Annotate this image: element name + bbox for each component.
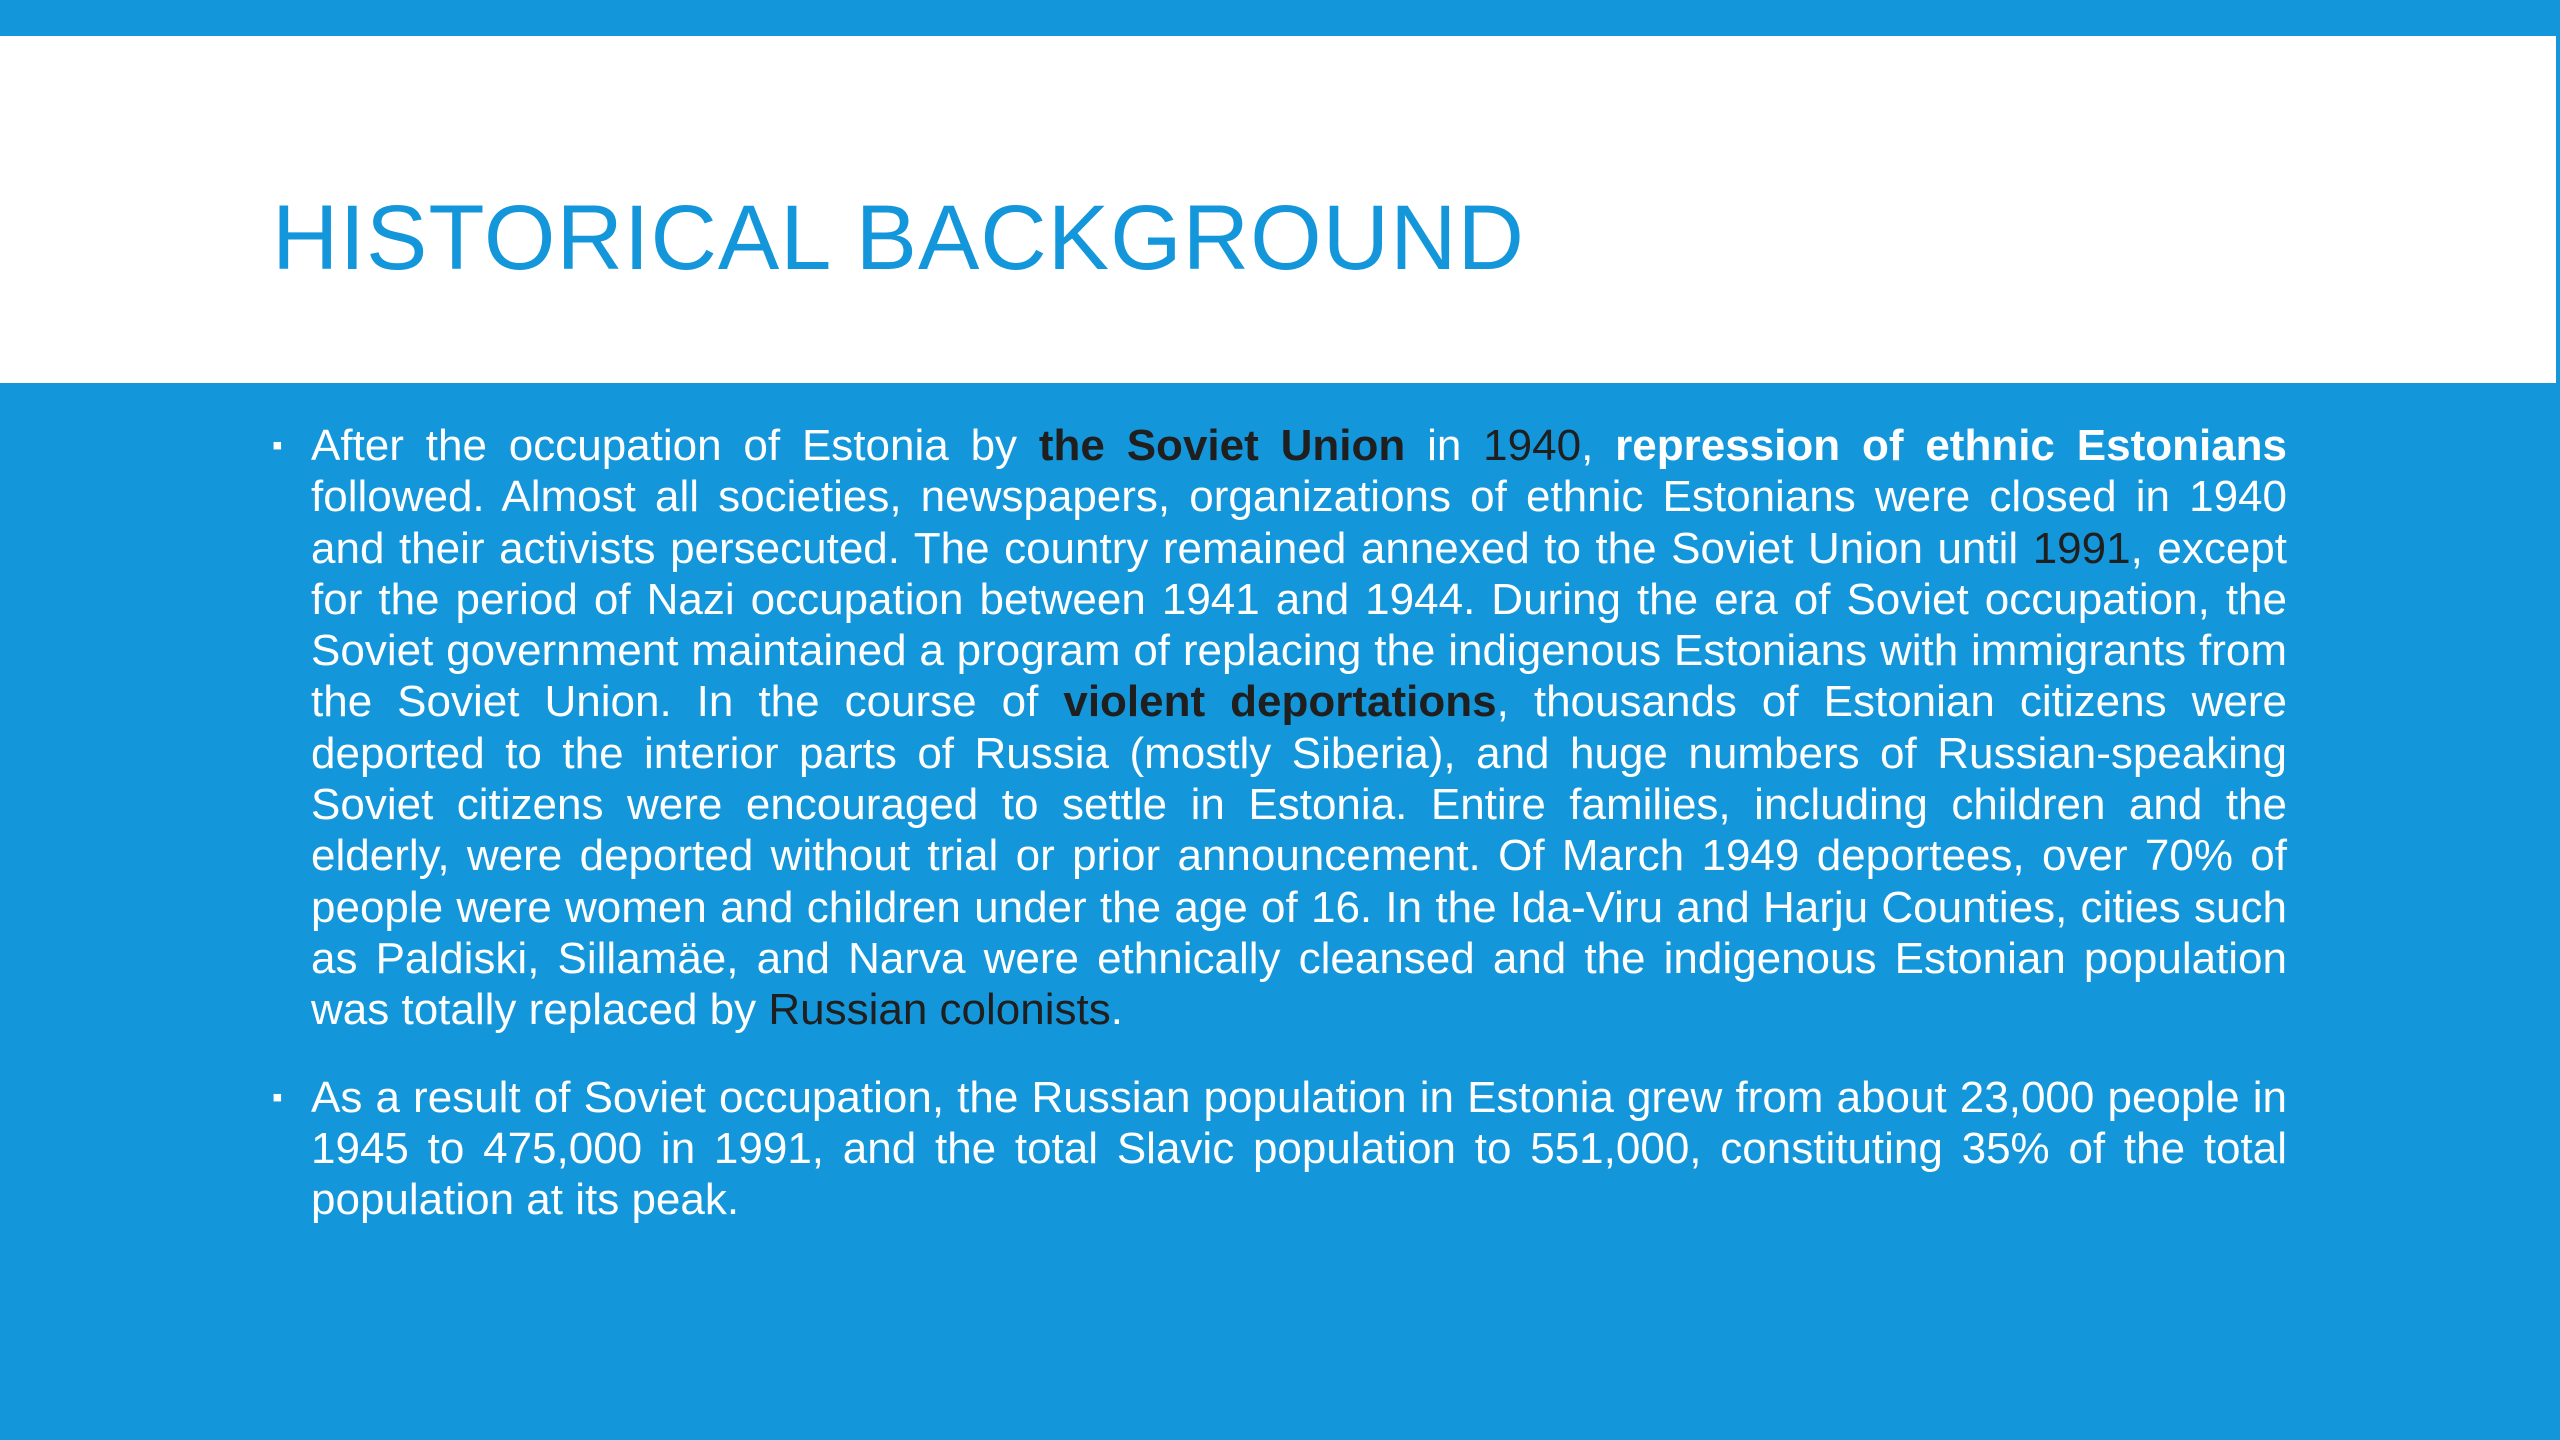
right-edge-accent bbox=[2556, 36, 2560, 383]
bullet-marker-icon: ▪ bbox=[272, 429, 283, 462]
bullet-marker-icon: ▪ bbox=[272, 1080, 283, 1114]
title-area bbox=[0, 36, 2560, 383]
link-violent-deportations[interactable]: violent deportations bbox=[1063, 677, 1497, 727]
top-accent-band bbox=[0, 0, 2560, 36]
bullet-1-text-6: , thousands of Estonian citizens were deported to the interior parts of Russia (mostly Siberia), and huge numbers of Russian-speaking Soviet citizens were encouraged to settle in Estonia. Entire families, including children and the elderly, were deported without trial or prior announcement. Of March 1949 deportees, over 70% of people were women and children under the age of 16. In the Ida-Viru and Harju Counties, cities such as Paldiski, Sillamäe, and Narva were ethnically cleansed and the indigenous Estonian population was totally replaced by bbox=[311, 677, 2287, 1035]
slide-title: HISTORICAL BACKGROUND bbox=[272, 187, 1525, 289]
bullet-item-2 bbox=[272, 1072, 2287, 1226]
bullet-1-text-5: , except for the period of Nazi occupation between 1941 and 1944. During the era of Soviet occupation, the Soviet government maintained a program of replacing the indigenous Estonians with immigrants from the Soviet Union. In the course of bbox=[311, 523, 2287, 727]
link-1991[interactable]: 1991 bbox=[2032, 523, 2131, 573]
bullet-1-text-2: in bbox=[1405, 421, 1484, 470]
link-the-soviet-union[interactable]: the Soviet Union bbox=[1038, 421, 1406, 470]
link-1940[interactable]: 1940 bbox=[1483, 421, 1582, 470]
bullet-1-text-4: followed. Almost all societies, newspapers, organizations of ethnic Estonians were closed in 1940 and their activists persecuted. The country remained annexed to the Soviet Union until bbox=[311, 472, 2287, 573]
bullet-1-text-1: After the occupation of Estonia by bbox=[311, 421, 1039, 470]
bullet-list bbox=[272, 420, 2287, 1261]
bullet-1-text-7: . bbox=[1110, 985, 1123, 1035]
bullet-2-text: As a result of Soviet occupation, the Russian population in Estonia grew from about 23,000 people in 1945 to 475,000 in 1991, and the total Slavic population to 551,000, constituting 35% of the total population at its peak. bbox=[311, 1072, 2287, 1225]
bullet-item-1 bbox=[272, 420, 2287, 1036]
emphasis-repression: repression of ethnic Estonians bbox=[1615, 421, 2288, 470]
bullet-1-text-3: , bbox=[1581, 421, 1616, 470]
link-russian-colonists[interactable]: Russian colonists bbox=[768, 985, 1111, 1035]
